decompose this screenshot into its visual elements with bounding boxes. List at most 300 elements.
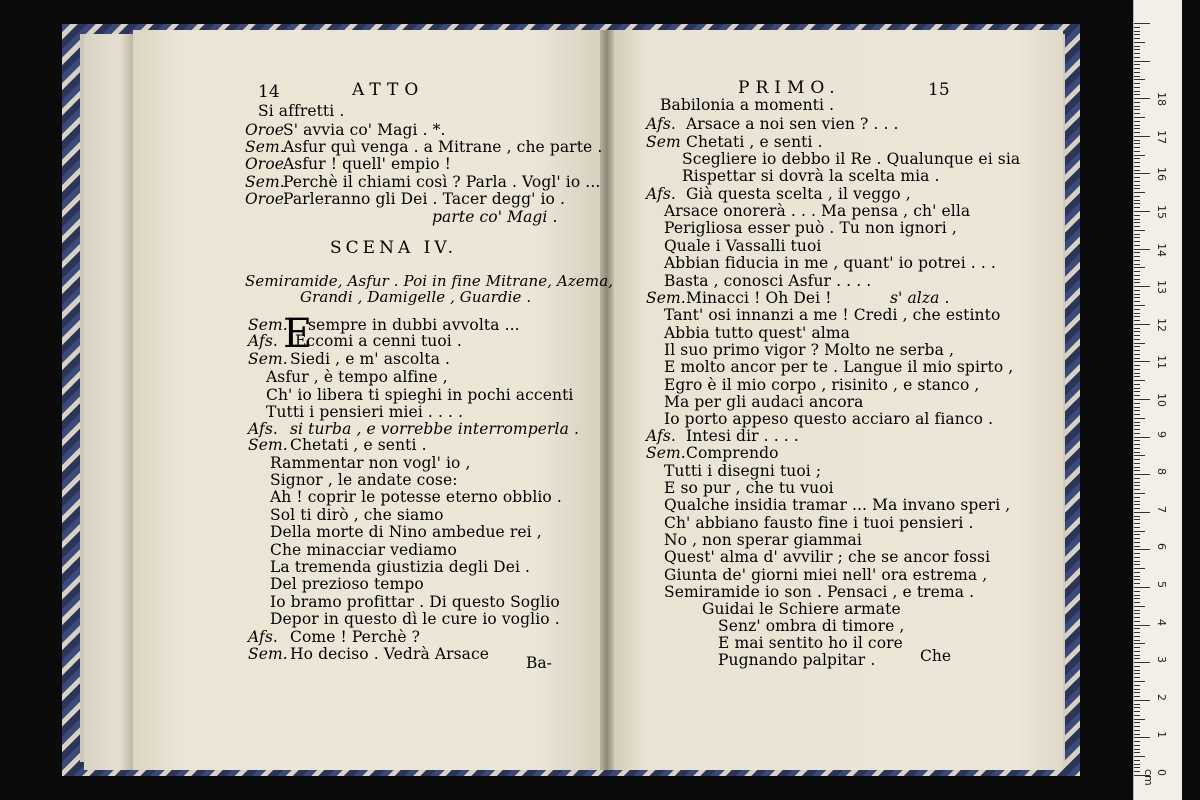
ruler-tick	[1134, 519, 1140, 520]
ruler-tick	[1134, 380, 1145, 381]
ruler-tick	[1134, 489, 1140, 490]
ruler-tick	[1134, 354, 1140, 355]
ruler-tick	[1134, 27, 1140, 28]
ruler-tick	[1134, 279, 1140, 280]
ruler-tick	[1134, 102, 1140, 103]
ruler-tick	[1134, 666, 1140, 667]
ruler-tick	[1134, 726, 1140, 727]
ruler-tick	[1134, 613, 1140, 614]
ruler-tick	[1134, 429, 1140, 430]
ruler-tick	[1134, 260, 1140, 261]
text-line: Arsace onorerà . . . Ma pensa , ch' ella	[664, 202, 971, 220]
ruler-tick	[1134, 369, 1140, 370]
ruler-tick	[1134, 249, 1150, 250]
ruler-tick	[1134, 470, 1140, 471]
ruler-number: 9	[1155, 430, 1168, 438]
ruler-tick	[1134, 72, 1140, 73]
ruler-tick	[1134, 252, 1140, 253]
text-line: Parleranno gli Dei . Tacer degg' io .	[283, 190, 566, 208]
ruler-tick	[1134, 418, 1145, 419]
speaker-label: Afs.	[248, 420, 278, 438]
scene-cast-line-1: Semiramide, Asfur . Poi in fine Mitrane, Azema,	[245, 272, 614, 290]
ruler-tick	[1134, 452, 1140, 453]
ruler-tick	[1134, 316, 1140, 317]
ruler-tick	[1134, 361, 1150, 362]
ruler-tick	[1134, 707, 1140, 708]
text-line: E mai sentito ho il core	[718, 634, 903, 652]
ruler-tick	[1134, 407, 1140, 408]
ruler-tick	[1134, 643, 1145, 644]
text-line: Senz' ombra di timore ,	[718, 617, 905, 635]
ruler-tick	[1134, 493, 1145, 494]
ruler-tick	[1134, 700, 1150, 701]
text-line: E so pur , che tu vuoi	[664, 479, 834, 497]
ruler-tick	[1134, 162, 1140, 163]
ruler-tick	[1134, 297, 1140, 298]
text-line: Arsace a noi sen vien ? . . .	[686, 115, 899, 133]
ruler-tick	[1134, 459, 1140, 460]
ruler-number: 15	[1155, 205, 1168, 219]
speaker-label: Sem.	[245, 173, 285, 191]
text-line: Rispettar si dovrà la scelta mia .	[682, 167, 940, 185]
ruler-number: 8	[1155, 468, 1168, 476]
ruler-number: 18	[1155, 92, 1168, 107]
stage-direction: s' alza .	[890, 289, 950, 307]
text-line: Depor in questo dì le cure io voglio .	[270, 610, 560, 628]
stage-direction-line: parte co' Magi .	[432, 208, 558, 226]
ruler-tick	[1134, 395, 1140, 396]
ruler-tick	[1134, 602, 1140, 603]
text-line: Abbian fiducia in me , quant' io potrei . . .	[664, 254, 996, 272]
ruler-tick	[1134, 719, 1145, 720]
text-line: Qualche insidia tramar ... Ma invano speri ,	[664, 496, 1011, 514]
ruler-number: 3	[1155, 656, 1168, 664]
ruler-tick	[1134, 749, 1140, 750]
ruler-tick	[1134, 463, 1140, 464]
text-line: Io bramo profittar . Di questo Soglio	[270, 593, 560, 611]
text-line: Quale i Vassalli tuoi	[664, 237, 822, 255]
text-line: Perchè il chiami così ? Parla . Vogl' io ...	[283, 173, 601, 191]
ruler-tick	[1134, 350, 1140, 351]
ruler-tick	[1134, 290, 1140, 291]
ruler-tick	[1134, 658, 1140, 659]
ruler-tick	[1134, 737, 1150, 738]
ruler-tick	[1134, 410, 1140, 411]
ruler-tick	[1134, 230, 1145, 231]
ruler-tick	[1134, 621, 1140, 622]
ruler-tick	[1134, 136, 1150, 137]
ruler-tick	[1134, 655, 1140, 656]
ruler-tick	[1134, 328, 1140, 329]
ruler-tick	[1134, 651, 1140, 652]
flyleaf	[84, 34, 134, 770]
ruler-tick	[1134, 166, 1140, 167]
text-line: Semiramide io son . Pensaci , e trema .	[664, 583, 975, 601]
ruler-tick	[1134, 140, 1140, 141]
ruler-tick	[1134, 512, 1150, 513]
ruler-tick	[1134, 158, 1140, 159]
ruler-tick	[1134, 23, 1150, 24]
ruler-tick	[1134, 455, 1145, 456]
ruler-tick	[1134, 207, 1140, 208]
ruler-tick	[1134, 173, 1150, 174]
ruler-tick	[1134, 46, 1140, 47]
text-line: Tutti i pensieri miei . . . .	[266, 403, 464, 421]
ruler-tick	[1134, 237, 1140, 238]
text-line: sempre in dubbi avvolta ...	[308, 316, 520, 334]
text-line: Signor , le andate cose:	[270, 471, 458, 489]
ruler-tick	[1134, 346, 1140, 347]
ruler-tick	[1134, 222, 1140, 223]
ruler-tick	[1134, 764, 1140, 765]
text-line: La tremenda giustizia degli Dei .	[270, 558, 531, 576]
ruler-tick	[1134, 771, 1140, 772]
text-line: No , non sperar giammai	[664, 531, 862, 549]
ruler-tick	[1134, 155, 1145, 156]
ruler-tick	[1134, 34, 1140, 35]
text-line: Si affretti .	[258, 102, 345, 120]
ruler-tick	[1134, 523, 1140, 524]
ruler-tick	[1134, 647, 1140, 648]
text-line: si turba , e vorrebbe interromperla .	[290, 420, 579, 438]
ruler-tick	[1134, 437, 1150, 438]
ruler-tick	[1134, 313, 1140, 314]
ruler-tick	[1134, 117, 1145, 118]
ruler-tick	[1134, 640, 1140, 641]
ruler-tick	[1134, 109, 1140, 110]
speaker-label: Sem.	[248, 645, 288, 663]
ruler-tick	[1134, 188, 1140, 189]
ruler-tick	[1134, 339, 1140, 340]
ruler-tick	[1134, 557, 1140, 558]
ruler-tick	[1134, 373, 1140, 374]
text-line: Perigliosa esser può . Tu non ignori ,	[664, 219, 957, 237]
ruler-tick	[1134, 662, 1150, 663]
ruler-tick	[1134, 704, 1140, 705]
ruler-tick	[1134, 128, 1140, 129]
ruler-tick	[1134, 485, 1140, 486]
ruler-tick	[1134, 358, 1140, 359]
ruler-tick	[1134, 106, 1140, 107]
text-line: E molto ancor per te . Langue il mio spirto ,	[664, 358, 1014, 376]
ruler-tick	[1134, 670, 1140, 671]
ruler-tick	[1134, 143, 1140, 144]
ruler-tick	[1134, 576, 1140, 577]
ruler-tick	[1134, 170, 1140, 171]
scene-cast-line-2: Grandi , Damigelle , Guardie .	[300, 288, 532, 306]
text-line: Tutti i disegni tuoi ;	[664, 462, 822, 480]
ruler-tick	[1134, 53, 1140, 54]
speaker-label: Oroe	[245, 190, 285, 208]
ruler-tick	[1134, 673, 1140, 674]
ruler-tick	[1134, 64, 1140, 65]
text-line: Tant' osi innanzi a me ! Credi , che estinto	[664, 306, 1001, 324]
ruler-tick	[1134, 264, 1140, 265]
text-line: Guidai le Schiere armate	[702, 600, 901, 618]
ruler-tick	[1134, 267, 1145, 268]
ruler-tick	[1134, 219, 1140, 220]
ruler-tick	[1134, 414, 1140, 415]
ruler-tick	[1134, 561, 1140, 562]
text-line: Siedi , e m' ascolta .	[290, 350, 451, 368]
ruler-tick	[1134, 203, 1140, 204]
ruler-tick	[1134, 553, 1140, 554]
text-line: Il suo primo vigor ? Molto ne serba ,	[664, 341, 954, 359]
ruler-number: 2	[1155, 693, 1168, 701]
ruler-tick	[1134, 125, 1140, 126]
ruler-tick	[1134, 549, 1150, 550]
ruler-tick	[1134, 722, 1140, 723]
ruler-tick	[1134, 147, 1140, 148]
ruler-tick	[1134, 760, 1140, 761]
ruler-tick	[1134, 94, 1140, 95]
ruler-tick	[1134, 516, 1140, 517]
ruler-tick	[1134, 696, 1140, 697]
ruler-tick	[1134, 177, 1140, 178]
ruler-tick	[1134, 132, 1140, 133]
speaker-label: Sem	[646, 133, 681, 151]
text-line: Minacci ! Oh Dei !	[686, 289, 832, 307]
ruler-tick	[1134, 49, 1140, 50]
ruler-tick	[1134, 595, 1140, 596]
ruler-tick	[1134, 752, 1140, 753]
speaker-label: Oroe	[245, 121, 285, 139]
left-running-head: ATTO	[352, 80, 425, 100]
ruler-tick	[1134, 572, 1140, 573]
speaker-label: Sem.	[646, 444, 686, 462]
left-page-number: 14	[258, 82, 280, 102]
text-line: Egro è il mio corpo , risinito , e stanco ,	[664, 376, 980, 394]
text-line: Già questa scelta , il veggo ,	[686, 185, 911, 203]
ruler-tick	[1134, 271, 1140, 272]
scene-title: SCENA IV.	[330, 238, 458, 258]
speaker-label: Afs.	[646, 427, 676, 445]
ruler-tick	[1134, 61, 1150, 62]
text-line: Del prezioso tempo	[270, 575, 424, 593]
speaker-label: Sem.	[248, 316, 288, 334]
ruler-tick	[1134, 121, 1140, 122]
ruler-tick	[1134, 391, 1140, 392]
ruler-tick	[1134, 677, 1140, 678]
ruler-tick	[1134, 527, 1140, 528]
speaker-label: Oroe	[245, 155, 285, 173]
ruler-number: 16	[1155, 167, 1168, 182]
ruler-tick	[1134, 215, 1140, 216]
text-line: Ma per gli audaci ancora	[664, 393, 864, 411]
ruler-tick	[1134, 425, 1140, 426]
ruler-tick	[1134, 745, 1140, 746]
ruler-tick	[1134, 632, 1140, 633]
measuring-ruler	[1133, 0, 1182, 800]
text-line: Basta , conosci Asfur . . . .	[664, 272, 872, 290]
ruler-number: 13	[1155, 280, 1168, 295]
ruler-tick	[1134, 399, 1150, 400]
ruler-number: 6	[1155, 543, 1168, 551]
ruler-tick	[1134, 113, 1140, 114]
ruler-tick	[1134, 538, 1140, 539]
left-catchword: Ba-	[526, 654, 552, 672]
text-line: Comprendo	[686, 444, 779, 462]
ruler-tick	[1134, 497, 1140, 498]
ruler-number: 0 cm	[1142, 769, 1168, 786]
ruler-tick	[1134, 76, 1140, 77]
ruler-tick	[1134, 31, 1140, 32]
text-line: Io porto appeso questo acciaro al fianco .	[664, 410, 994, 428]
ruler-tick	[1134, 282, 1140, 283]
speaker-label: Afs.	[248, 628, 278, 646]
ruler-tick	[1134, 376, 1140, 377]
ruler-number: 1	[1155, 731, 1168, 739]
ruler-tick	[1134, 403, 1140, 404]
ruler-tick	[1134, 98, 1150, 99]
ruler-tick	[1134, 275, 1140, 276]
ruler-tick	[1134, 467, 1140, 468]
text-line: Che minacciar vediamo	[270, 541, 457, 559]
ruler-tick	[1134, 681, 1145, 682]
speaker-label: Sem.	[245, 138, 285, 156]
speaker-label: Afs.	[646, 185, 676, 203]
ruler-tick	[1134, 365, 1140, 366]
text-line: Scegliere io debbo il Re . Qualunque ei sia	[682, 150, 1021, 168]
text-line: Pugnando palpitar .	[718, 651, 876, 669]
ruler-tick	[1134, 384, 1140, 385]
text-line: Asfur , è tempo alfine ,	[266, 368, 448, 386]
ruler-tick	[1134, 689, 1140, 690]
ruler-number: 5	[1155, 581, 1168, 588]
ruler-tick	[1134, 617, 1140, 618]
ruler-tick	[1134, 741, 1140, 742]
ruler-tick	[1134, 546, 1140, 547]
ruler-tick	[1134, 440, 1140, 441]
text-line: Ah ! coprir le potesse eterno obblio .	[270, 488, 562, 506]
ruler-tick	[1134, 508, 1140, 509]
ruler-tick	[1134, 734, 1140, 735]
text-line: Chetati , e senti .	[686, 133, 823, 151]
ruler-tick	[1134, 192, 1145, 193]
ruler-tick	[1134, 444, 1140, 445]
text-line: Asfur ! quell' empio !	[283, 155, 451, 173]
ruler-tick	[1134, 568, 1145, 569]
ruler-tick	[1134, 91, 1140, 92]
ruler-number: 10	[1155, 393, 1168, 407]
ruler-tick	[1134, 628, 1140, 629]
ruler-tick	[1134, 294, 1140, 295]
ruler-tick	[1134, 234, 1140, 235]
ruler-tick	[1134, 226, 1140, 227]
ruler-tick	[1134, 200, 1140, 201]
ruler-tick	[1134, 531, 1145, 532]
ruler-tick	[1134, 68, 1140, 69]
ruler-tick	[1134, 587, 1150, 588]
right-running-head: PRIMO.	[738, 78, 841, 98]
text-line: Rammentar non vogl' io ,	[270, 454, 471, 472]
ruler-tick	[1134, 767, 1140, 768]
ruler-tick	[1134, 692, 1140, 693]
text-line: Ch' io libera ti spieghi in pochi accenti	[266, 386, 574, 404]
ruler-tick	[1134, 181, 1140, 182]
ruler-tick	[1134, 324, 1150, 325]
speaker-label: Sem.	[646, 289, 686, 307]
ruler-tick	[1134, 478, 1140, 479]
text-line: Quest' alma d' avvilir ; che se ancor fossi	[664, 548, 991, 566]
text-line: Sol ti dirò , che siamo	[270, 506, 444, 524]
ruler-number: 14	[1155, 242, 1168, 257]
ruler-tick	[1134, 501, 1140, 502]
ruler-tick	[1134, 542, 1140, 543]
ruler-tick	[1134, 564, 1140, 565]
ruler-tick	[1134, 343, 1145, 344]
ruler-tick	[1134, 534, 1140, 535]
speaker-label: Afs.	[646, 115, 676, 133]
ruler-tick	[1134, 636, 1140, 637]
ruler-tick	[1134, 151, 1140, 152]
ruler-tick	[1134, 309, 1140, 310]
ruler-tick	[1134, 320, 1140, 321]
right-catchword: Che	[920, 647, 952, 665]
ruler-tick	[1134, 241, 1140, 242]
ruler-tick	[1134, 256, 1140, 257]
ruler-number: 7	[1155, 505, 1168, 513]
text-line: Giunta de' giorni miei nell' ora estrema ,	[664, 566, 988, 584]
text-line: Ho deciso . Vedrà Arsace	[290, 645, 490, 663]
ruler-tick	[1134, 583, 1140, 584]
text-line: Come ! Perchè ?	[290, 628, 421, 646]
ruler-tick	[1134, 504, 1140, 505]
ruler-tick	[1134, 625, 1150, 626]
ruler-tick	[1134, 715, 1140, 716]
ruler-tick	[1134, 245, 1140, 246]
ruler-tick	[1134, 196, 1140, 197]
ruler-tick	[1134, 433, 1140, 434]
text-line: Abbia tutto quest' alma	[664, 324, 850, 342]
ruler-tick	[1134, 591, 1140, 592]
ruler-tick	[1134, 83, 1140, 84]
ruler-tick	[1134, 211, 1150, 212]
text-line: S' avvia co' Magi . *.	[283, 121, 446, 139]
ruler-tick	[1134, 305, 1145, 306]
ruler-tick	[1134, 185, 1140, 186]
speaker-label: Sem.	[248, 350, 288, 368]
ruler-tick	[1134, 422, 1140, 423]
ruler-tick	[1134, 606, 1145, 607]
speaker-label: Sem.	[248, 436, 288, 454]
ruler-tick	[1134, 79, 1145, 80]
text-line: Ch' abbiano fausto fine i tuoi pensieri .	[664, 514, 974, 532]
ruler-tick	[1134, 610, 1140, 611]
ruler-number: 11	[1155, 355, 1168, 370]
text-line: Chetati , e senti .	[290, 436, 427, 454]
ruler-tick	[1134, 685, 1140, 686]
ruler-tick	[1134, 598, 1140, 599]
text-line: Intesi dir . . . .	[686, 427, 799, 445]
ruler-tick	[1134, 42, 1145, 43]
ruler-tick	[1134, 335, 1140, 336]
ruler-tick	[1134, 730, 1140, 731]
ruler-tick	[1134, 474, 1150, 475]
text-line: Asfur quì venga . a Mitrane , che parte .	[283, 138, 603, 156]
ruler-tick	[1134, 57, 1140, 58]
text-line: Babilonia a momenti .	[660, 96, 835, 114]
ruler-number: 4	[1155, 618, 1168, 626]
ruler-tick	[1134, 756, 1145, 757]
ruler-tick	[1134, 286, 1150, 287]
ruler-tick	[1134, 301, 1140, 302]
ruler-tick	[1134, 38, 1140, 39]
speaker-label: Afs.	[248, 332, 278, 350]
ruler-tick	[1134, 87, 1140, 88]
ruler-tick	[1134, 711, 1140, 712]
text-line: Eccomi a cenni tuoi .	[295, 332, 462, 350]
